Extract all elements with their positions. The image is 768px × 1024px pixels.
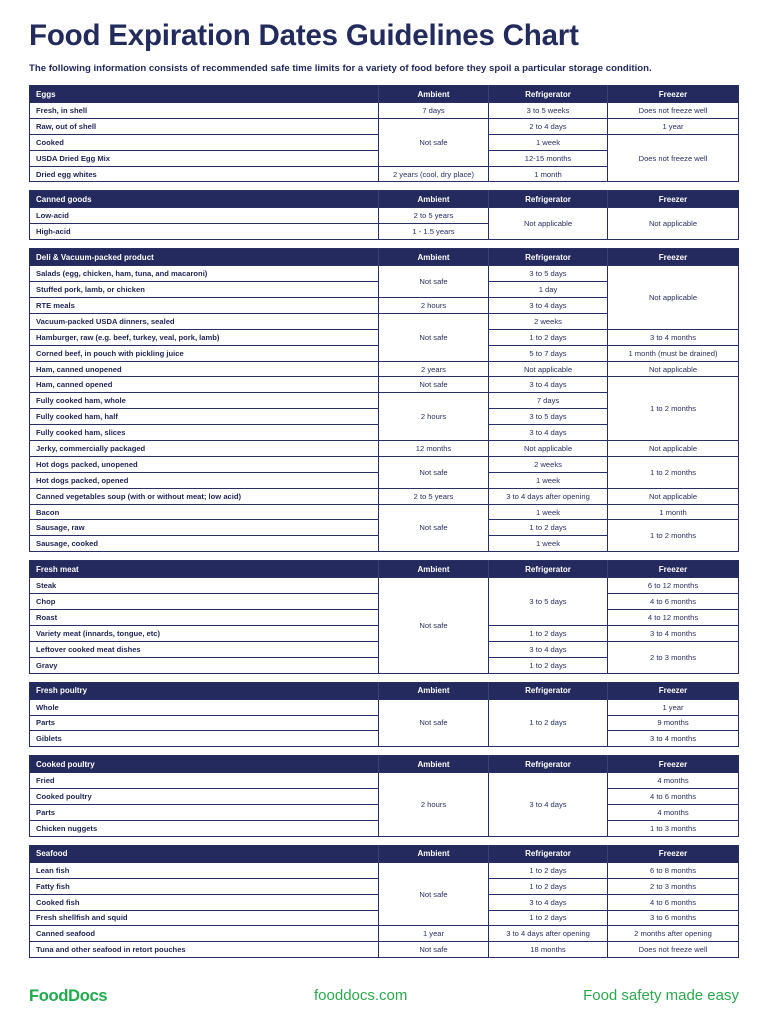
column-header-refrigerator: Refrigerator — [489, 561, 608, 578]
column-header-ambient: Ambient — [379, 756, 489, 773]
table-row — [30, 926, 739, 942]
storage-time-cell: 4 months — [608, 805, 739, 821]
table-row — [30, 118, 739, 134]
food-item: Chop — [30, 594, 379, 610]
food-item: Raw, out of shell — [30, 118, 379, 134]
storage-time-cell: Not safe — [379, 699, 489, 747]
table-deli-vacuum-packed-product — [29, 248, 739, 552]
table-row — [30, 266, 739, 282]
storage-time-cell: 2 hours — [379, 298, 489, 314]
storage-time-cell: 3 to 5 days — [489, 578, 608, 626]
category-heading: Fresh poultry — [30, 682, 379, 699]
column-header-refrigerator: Refrigerator — [489, 845, 608, 862]
storage-time-cell: Does not freeze well — [608, 942, 739, 958]
column-header-refrigerator: Refrigerator — [489, 86, 608, 103]
tagline: Food safety made easy — [583, 987, 739, 1004]
storage-time-cell: 1 to 2 days — [489, 657, 608, 673]
website-link[interactable]: fooddocs.com — [314, 987, 408, 1004]
storage-time-cell: Not safe — [379, 456, 489, 488]
food-item: Low-acid — [30, 208, 379, 224]
column-header-refrigerator: Refrigerator — [489, 191, 608, 208]
table-row — [30, 504, 739, 520]
food-item: Bacon — [30, 504, 379, 520]
food-item: Sausage, raw — [30, 520, 379, 536]
storage-time-cell: 3 to 5 days — [489, 409, 608, 425]
table-eggs — [29, 85, 739, 182]
category-heading: Seafood — [30, 845, 379, 862]
column-header-ambient: Ambient — [379, 86, 489, 103]
category-heading: Cooked poultry — [30, 756, 379, 773]
food-item: Whole — [30, 699, 379, 715]
table-row — [30, 488, 739, 504]
storage-time-cell: 2 months after opening — [608, 926, 739, 942]
table-row — [30, 361, 739, 377]
storage-time-cell: 3 to 4 months — [608, 731, 739, 747]
storage-time-cell: Not applicable — [608, 361, 739, 377]
storage-time-cell: 4 to 12 months — [608, 610, 739, 626]
category-heading: Eggs — [30, 86, 379, 103]
storage-time-cell: 3 to 4 days — [489, 377, 608, 393]
column-header-refrigerator: Refrigerator — [489, 756, 608, 773]
table-row — [30, 578, 739, 594]
column-header-ambient: Ambient — [379, 682, 489, 699]
food-item: Fully cooked ham, slices — [30, 425, 379, 441]
storage-time-cell: 1 to 2 months — [608, 456, 739, 488]
category-heading: Fresh meat — [30, 561, 379, 578]
table-row — [30, 699, 739, 715]
storage-time-cell: 2 hours — [379, 393, 489, 441]
storage-time-cell: Not applicable — [489, 361, 608, 377]
storage-time-cell: Not safe — [379, 942, 489, 958]
table-row — [30, 456, 739, 472]
food-item: Gravy — [30, 657, 379, 673]
table-row — [30, 103, 739, 119]
food-item: Fatty fish — [30, 878, 379, 894]
column-header-ambient: Ambient — [379, 191, 489, 208]
storage-time-cell: Not applicable — [489, 441, 608, 457]
storage-time-cell: 3 to 4 days — [489, 773, 608, 837]
storage-time-cell: Not safe — [379, 578, 489, 673]
storage-time-cell: 6 to 12 months — [608, 578, 739, 594]
table-header-row — [30, 249, 739, 266]
category-heading: Deli & Vacuum-packed product — [30, 249, 379, 266]
table-row — [30, 942, 739, 958]
table-header-row — [30, 191, 739, 208]
storage-time-cell: Not safe — [379, 504, 489, 552]
storage-time-cell: 2 weeks — [489, 313, 608, 329]
food-item: Steak — [30, 578, 379, 594]
food-item: High-acid — [30, 224, 379, 240]
storage-time-cell: 1 to 3 months — [608, 820, 739, 836]
storage-time-cell: 4 to 6 months — [608, 789, 739, 805]
table-row — [30, 441, 739, 457]
storage-time-cell: 3 to 4 months — [608, 329, 739, 345]
storage-time-cell: 1 month — [608, 504, 739, 520]
column-header-freezer: Freezer — [608, 561, 739, 578]
table-canned-goods — [29, 190, 739, 240]
column-header-ambient: Ambient — [379, 561, 489, 578]
storage-time-cell: 2 to 5 years — [379, 488, 489, 504]
storage-time-cell: Does not freeze well — [608, 103, 739, 119]
column-header-freezer: Freezer — [608, 191, 739, 208]
storage-time-cell: 1 to 2 months — [608, 377, 739, 441]
storage-time-cell: 1 week — [489, 472, 608, 488]
storage-time-cell: 1 to 2 days — [489, 699, 608, 747]
storage-time-cell: 3 to 5 days — [489, 266, 608, 282]
storage-time-cell: 4 to 6 months — [608, 894, 739, 910]
storage-time-cell: Not applicable — [608, 266, 739, 330]
storage-time-cell: 18 months — [489, 942, 608, 958]
food-item: Roast — [30, 610, 379, 626]
storage-time-cell: 12 months — [379, 441, 489, 457]
storage-time-cell: 1 to 2 months — [608, 520, 739, 552]
storage-time-cell: Not safe — [379, 313, 489, 361]
food-item: Fried — [30, 773, 379, 789]
storage-time-cell: 1 - 1.5 years — [379, 224, 489, 240]
column-header-ambient: Ambient — [379, 845, 489, 862]
food-item: Hot dogs packed, opened — [30, 472, 379, 488]
storage-time-cell: 5 to 7 days — [489, 345, 608, 361]
storage-time-cell: 2 to 3 months — [608, 641, 739, 673]
food-item: Fresh shellfish and squid — [30, 910, 379, 926]
food-item: RTE meals — [30, 298, 379, 314]
food-item: Parts — [30, 715, 379, 731]
storage-time-cell: 3 to 4 days — [489, 641, 608, 657]
storage-time-cell: 1 month (must be drained) — [608, 345, 739, 361]
food-item: USDA Dried Egg Mix — [30, 150, 379, 166]
food-item: Hot dogs packed, unopened — [30, 456, 379, 472]
food-item: Canned vegetables soup (with or without meat; low acid) — [30, 488, 379, 504]
storage-time-cell: 3 to 4 days — [489, 894, 608, 910]
column-header-refrigerator: Refrigerator — [489, 682, 608, 699]
guidelines-tables — [29, 85, 738, 966]
storage-time-cell: 1 week — [489, 134, 608, 150]
storage-time-cell: 3 to 4 months — [608, 625, 739, 641]
storage-time-cell: 1 to 2 days — [489, 625, 608, 641]
food-item: Jerky, commercially packaged — [30, 441, 379, 457]
storage-time-cell: Not safe — [379, 118, 489, 166]
food-item: Fully cooked ham, half — [30, 409, 379, 425]
storage-time-cell: 2 years (cool, dry place) — [379, 166, 489, 182]
storage-time-cell: 1 to 2 days — [489, 329, 608, 345]
food-item: Leftover cooked meat dishes — [30, 641, 379, 657]
food-item: Canned seafood — [30, 926, 379, 942]
table-row — [30, 377, 739, 393]
storage-time-cell: 3 to 4 days after opening — [489, 926, 608, 942]
food-item: Fully cooked ham, whole — [30, 393, 379, 409]
storage-time-cell: 3 to 5 weeks — [489, 103, 608, 119]
storage-time-cell: 1 year — [379, 926, 489, 942]
table-header-row — [30, 561, 739, 578]
storage-time-cell: Not applicable — [608, 208, 739, 240]
food-item: Ham, canned opened — [30, 377, 379, 393]
storage-time-cell: 1 to 2 days — [489, 910, 608, 926]
storage-time-cell: Not applicable — [608, 488, 739, 504]
storage-time-cell: Does not freeze well — [608, 134, 739, 182]
storage-time-cell: 2 to 5 years — [379, 208, 489, 224]
food-item: Vacuum-packed USDA dinners, sealed — [30, 313, 379, 329]
food-item: Corned beef, in pouch with pickling juice — [30, 345, 379, 361]
table-seafood — [29, 845, 739, 958]
food-item: Cooked poultry — [30, 789, 379, 805]
storage-time-cell: 1 week — [489, 536, 608, 552]
table-row — [30, 862, 739, 878]
column-header-freezer: Freezer — [608, 756, 739, 773]
food-item: Cooked fish — [30, 894, 379, 910]
food-item: Chicken nuggets — [30, 820, 379, 836]
page-subtitle: The following information consists of recommended safe time limits for a variety of food before they spoil a particular storage condition. — [29, 63, 652, 74]
storage-time-cell: Not applicable — [608, 441, 739, 457]
storage-time-cell: 3 to 4 days — [489, 425, 608, 441]
food-item: Dried egg whites — [30, 166, 379, 182]
storage-time-cell: 4 months — [608, 773, 739, 789]
column-header-freezer: Freezer — [608, 845, 739, 862]
storage-time-cell: 1 to 2 days — [489, 520, 608, 536]
table-row — [30, 773, 739, 789]
food-item: Salads (egg, chicken, ham, tuna, and macaroni) — [30, 266, 379, 282]
column-header-freezer: Freezer — [608, 682, 739, 699]
storage-time-cell: 2 years — [379, 361, 489, 377]
storage-time-cell: 7 days — [489, 393, 608, 409]
storage-time-cell: 1 month — [489, 166, 608, 182]
storage-time-cell: Not applicable — [489, 208, 608, 240]
food-item: Ham, canned unopened — [30, 361, 379, 377]
column-header-freezer: Freezer — [608, 86, 739, 103]
table-header-row — [30, 756, 739, 773]
storage-time-cell: 1 to 2 days — [489, 862, 608, 878]
food-item: Tuna and other seafood in retort pouches — [30, 942, 379, 958]
table-row — [30, 208, 739, 224]
storage-time-cell: 4 to 6 months — [608, 594, 739, 610]
table-fresh-meat — [29, 560, 739, 673]
page-title: Food Expiration Dates Guidelines Chart — [29, 19, 579, 52]
food-item: Parts — [30, 805, 379, 821]
food-item: Giblets — [30, 731, 379, 747]
food-item: Stuffed pork, lamb, or chicken — [30, 282, 379, 298]
storage-time-cell: 6 to 8 months — [608, 862, 739, 878]
storage-time-cell: 2 weeks — [489, 456, 608, 472]
storage-time-cell: 3 to 4 days — [489, 298, 608, 314]
storage-time-cell: 1 year — [608, 699, 739, 715]
food-item: Sausage, cooked — [30, 536, 379, 552]
food-item: Variety meat (innards, tongue, etc) — [30, 625, 379, 641]
table-header-row — [30, 845, 739, 862]
table-header-row — [30, 682, 739, 699]
storage-time-cell: Not safe — [379, 266, 489, 298]
fooddocs-logo: FoodDocs — [29, 987, 108, 1005]
storage-time-cell: Not safe — [379, 862, 489, 926]
storage-time-cell: 2 to 4 days — [489, 118, 608, 134]
column-header-freezer: Freezer — [608, 249, 739, 266]
storage-time-cell: 1 week — [489, 504, 608, 520]
food-item: Cooked — [30, 134, 379, 150]
storage-time-cell: 9 months — [608, 715, 739, 731]
table-cooked-poultry — [29, 755, 739, 837]
storage-time-cell: 12-15 months — [489, 150, 608, 166]
storage-time-cell: 7 days — [379, 103, 489, 119]
food-item: Lean fish — [30, 862, 379, 878]
storage-time-cell: 1 day — [489, 282, 608, 298]
column-header-refrigerator: Refrigerator — [489, 249, 608, 266]
storage-time-cell: Not safe — [379, 377, 489, 393]
table-header-row — [30, 86, 739, 103]
food-item: Fresh, in shell — [30, 103, 379, 119]
storage-time-cell: 1 year — [608, 118, 739, 134]
column-header-ambient: Ambient — [379, 249, 489, 266]
storage-time-cell: 3 to 4 days after opening — [489, 488, 608, 504]
table-fresh-poultry — [29, 682, 739, 748]
category-heading: Canned goods — [30, 191, 379, 208]
food-item: Hamburger, raw (e.g. beef, turkey, veal, pork, lamb) — [30, 329, 379, 345]
storage-time-cell: 2 hours — [379, 773, 489, 837]
storage-time-cell: 2 to 3 months — [608, 878, 739, 894]
storage-time-cell: 1 to 2 days — [489, 878, 608, 894]
storage-time-cell: 3 to 6 months — [608, 910, 739, 926]
